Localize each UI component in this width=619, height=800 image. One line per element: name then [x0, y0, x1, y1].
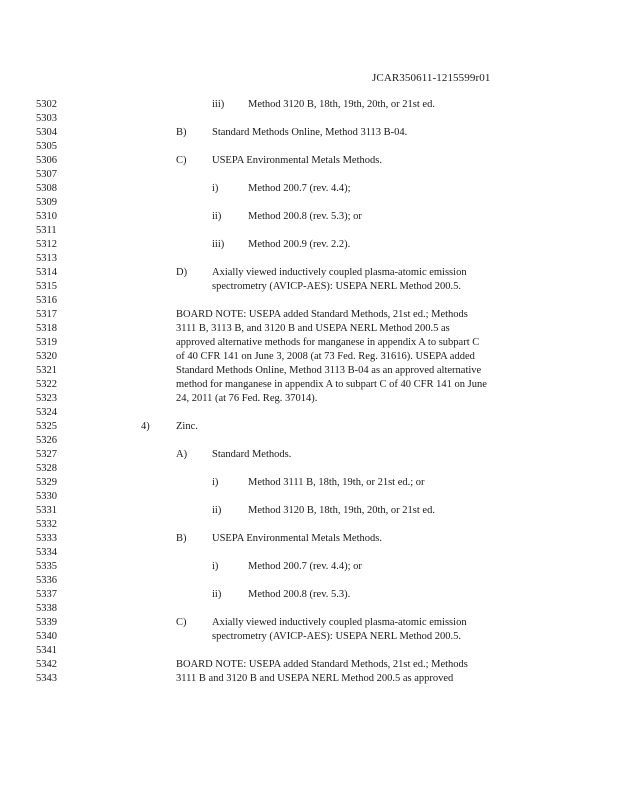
line-number: 5310 [36, 211, 57, 222]
item-text: USEPA Environmental Metals Methods. [212, 533, 382, 544]
board-note-line: 3111 B and 3120 B and USEPA NERL Method 200.5 as approved [176, 673, 454, 684]
line-number: 5332 [36, 519, 57, 530]
item-marker: C) [176, 617, 187, 628]
item-marker: A) [176, 449, 188, 460]
line-number: 5330 [36, 491, 57, 502]
line-number: 5333 [36, 533, 57, 544]
item-text: Method 200.9 (rev. 2.2). [248, 239, 351, 250]
line-number: 5307 [36, 169, 57, 180]
item-marker: i) [212, 561, 219, 572]
line-number: 5334 [36, 547, 57, 558]
item-text: Method 200.7 (rev. 4.4); or [248, 561, 362, 572]
line-number: 5327 [36, 449, 57, 460]
line-number: 5312 [36, 239, 57, 250]
item-text: Method 3120 B, 18th, 19th, 20th, or 21st ed. [248, 99, 435, 110]
item-text: spectrometry (AVICP-AES): USEPA NERL Method 200.5. [212, 281, 461, 292]
item-text: spectrometry (AVICP-AES): USEPA NERL Method 200.5. [212, 631, 461, 642]
line-number: 5308 [36, 183, 57, 194]
line-number: 5326 [36, 435, 57, 446]
line-number: 5336 [36, 575, 57, 586]
line-number: 5323 [36, 393, 57, 404]
board-note-line: approved alternative methods for manganese in appendix A to subpart C [176, 337, 480, 348]
board-note-line: method for manganese in appendix A to subpart C of 40 CFR 141 on June [176, 379, 487, 390]
item-text: Standard Methods Online, Method 3113 B-04. [212, 127, 408, 138]
line-number: 5321 [36, 365, 57, 376]
section-title: Zinc. [176, 421, 198, 432]
line-number: 5342 [36, 659, 57, 670]
board-note-line: 3111 B, 3113 B, and 3120 B and USEPA NERL Method 200.5 as [176, 323, 450, 334]
line-number: 5314 [36, 267, 57, 278]
line-number: 5329 [36, 477, 57, 488]
board-note-line: Standard Methods Online, Method 3113 B-04 as an approved alternative [176, 365, 482, 376]
board-note-line: 24, 2011 (at 76 Fed. Reg. 37014). [176, 393, 318, 404]
item-text: Method 200.8 (rev. 5.3); or [248, 211, 362, 222]
item-marker: i) [212, 477, 219, 488]
line-number: 5305 [36, 141, 57, 152]
item-marker: iii) [212, 99, 225, 110]
line-number: 5302 [36, 99, 57, 110]
board-note-line: BOARD NOTE: USEPA added Standard Methods, 21st ed.; Methods [176, 659, 468, 670]
line-number: 5335 [36, 561, 57, 572]
line-number: 5306 [36, 155, 57, 166]
item-text: Method 3120 B, 18th, 19th, 20th, or 21st ed. [248, 505, 435, 516]
item-marker: ii) [212, 589, 222, 600]
item-marker: ii) [212, 505, 222, 516]
item-text: Method 3111 B, 18th, 19th, or 21st ed.; or [248, 477, 425, 488]
line-number: 5340 [36, 631, 57, 642]
item-text: Axially viewed inductively coupled plasma-atomic emission [212, 267, 467, 278]
item-marker: D) [176, 267, 188, 278]
line-number: 5313 [36, 253, 57, 264]
item-text: Method 200.7 (rev. 4.4); [248, 183, 351, 194]
line-number: 5343 [36, 673, 57, 684]
line-number: 5317 [36, 309, 57, 320]
item-marker: iii) [212, 239, 225, 250]
item-text: USEPA Environmental Metals Methods. [212, 155, 382, 166]
line-number: 5319 [36, 337, 57, 348]
line-number: 5303 [36, 113, 57, 124]
item-text: Method 200.8 (rev. 5.3). [248, 589, 351, 600]
item-marker: B) [176, 127, 187, 138]
document-id: JCAR350611-1215599r01 [372, 72, 491, 84]
line-number: 5304 [36, 127, 57, 138]
line-number: 5311 [36, 225, 57, 236]
line-number: 5328 [36, 463, 57, 474]
line-number: 5337 [36, 589, 57, 600]
line-number: 5338 [36, 603, 57, 614]
line-number: 5331 [36, 505, 57, 516]
item-marker: i) [212, 183, 219, 194]
board-note-line: of 40 CFR 141 on June 3, 2008 (at 73 Fed. Reg. 31616). USEPA added [176, 351, 475, 362]
line-number: 5309 [36, 197, 57, 208]
item-marker: B) [176, 533, 187, 544]
item-text: Standard Methods. [212, 449, 292, 460]
line-number: 5341 [36, 645, 57, 656]
line-number: 5318 [36, 323, 57, 334]
line-number: 5320 [36, 351, 57, 362]
line-number: 5339 [36, 617, 57, 628]
item-marker: C) [176, 155, 187, 166]
item-text: Axially viewed inductively coupled plasma-atomic emission [212, 617, 467, 628]
line-number: 5322 [36, 379, 57, 390]
section-marker: 4) [141, 421, 150, 432]
line-number: 5324 [36, 407, 57, 418]
item-marker: ii) [212, 211, 222, 222]
line-number: 5316 [36, 295, 57, 306]
board-note-line: BOARD NOTE: USEPA added Standard Methods, 21st ed.; Methods [176, 309, 468, 320]
line-number: 5315 [36, 281, 57, 292]
line-number: 5325 [36, 421, 57, 432]
